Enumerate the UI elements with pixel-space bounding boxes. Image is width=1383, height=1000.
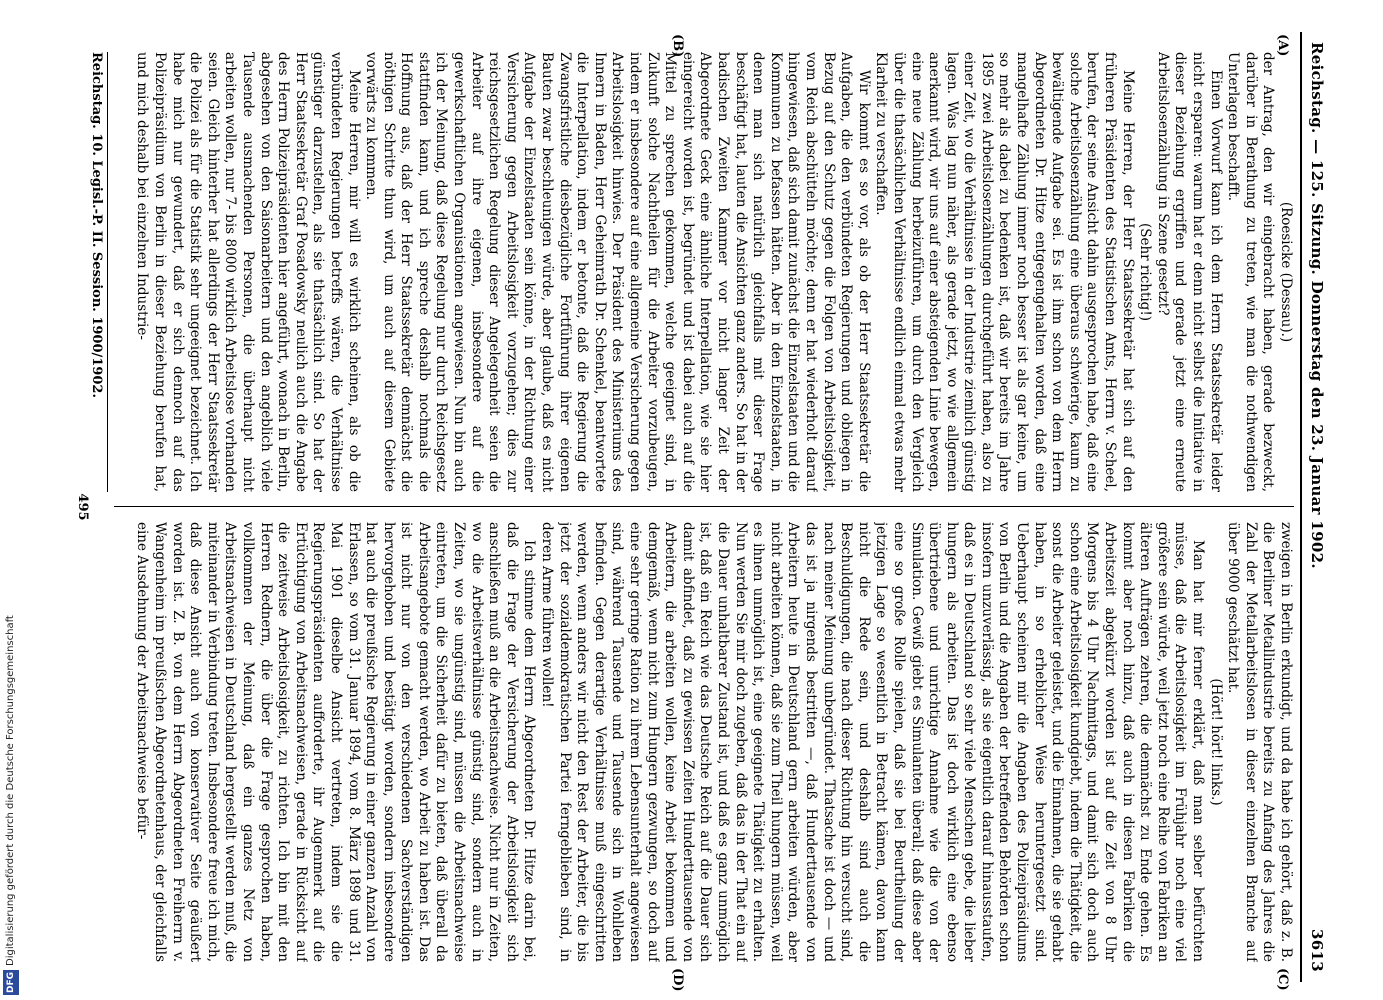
footer-rule (107, 52, 108, 492)
footer-session-note: Reichstag. 10. Legisl.-P. II. Session. 1900/1902. (89, 52, 104, 398)
rotated-document-page (60, 32, 1330, 992)
paragraph: Einen Vorwurf kann ich dem Herrn Staatssekretär leider nicht ersparen: warum hat er denn nicht selbst die Initiative in dieser Beziehung ergriffen und gerade jetzt eine erneute Arbeitslosenzählung in Szene gesetzt? (1154, 52, 1224, 492)
speaker-line: (Roesicke (Dessau).) (1278, 201, 1294, 343)
dfg-logo: DFG (3, 970, 19, 995)
margin-mark-a: (A) (1275, 34, 1290, 57)
digitization-note-text: Digitalisierung gefördert durch die Deutsche Forschungsgemeinschaft (5, 615, 16, 966)
margin-mark-c: (C) (1275, 968, 1290, 991)
paragraph: Meine Herren, mir will es wirklich scheinen, als ob die verbündeten Regierungen betreffs wären, die Verhältnisse günstiger darzustellen, als sie thatsächlich sind. So hat der Herr Staatssekretär Graf Posadowsky neulich auch die Angabe des Herrn Polizeipräsidenten hier angeführt, wonach in Berlin, abgesehen von den Saisonarbeitern und den angeblich viele Tausende ausmachenden Personen, die überhaupt nicht arbeiten wollen, nur 7- bis 8000 wirklich Arbeitslose vorhanden seien. Gleich hinterher hat allerdings der Herr Staatssekretär die Polizei als für die Statistik sehr ungeeignet bezeichnet. Ich habe mich nur gewundert, daß er sich dennoch auf das Polizeipräsidium von Berlin in dieser Beziehung berufen hat, und mich deshalb bei einzelnen Industrie- (134, 52, 362, 492)
header-title: Reichstag. — 125. Sitzung. Donnerstag den 23. Januar 1902. (1308, 42, 1326, 569)
sidebar-strip (0, 0, 22, 1000)
paragraph: Man hat mir ferner erklärt, daß man selber befürchten müsse, daß die Arbeitslosigkeit im Frühjahr noch eine viel größere sein würde, weil jetzt noch eine Reihe von Fabriken an älteren Aufträgen zehren, die demnächst zu Ende gehen. Es kommt aber noch hinzu, daß auch in diesen Fabriken die Arbeitszeit abgekürzt worden ist auf die Zeit von 8 Uhr Morgens bis 4 Uhr Nachmittags, und damit sich doch auch schon eine Arbeitslosigkeit kundgiebt, indem die Thätigkeit, die sonst die Arbeiter geleistet, und die Einnahmen, die sie gehabt haben, in so erheblicher Weise heruntergesetzt sind. Ueberhaupt scheinen mir die Angaben des Polizeipräsidiums von Berlin und die Angaben der betreffenden Behörden schon insofern unzuverlässig, als sie eigentlich darauf hinausstaufen, daß es in Deutschland so sehr viele Menschen gebe, die lieber hungern als arbeiten. Das ist doch wirklich eine ebenso übertriebene und unrichtige Annahme wie die von der Simulation. Gewiß giebt es Simulanten überall; daß diese aber eine so große Rolle spielen, daß sie bei Beurtheilung der jetzigen Lage so wesentlich in Betracht kämen, davon kann nicht die Rede sein, und deshalb sind auch die Beschuldigungen, die nach dieser Richtung hin versucht sind, nach meiner Meinung unbegründet. Thatsache ist doch — und das ist ja nirgends bestritten —, daß Hunderttausende von Arbeitern heute in Deutschland gern arbeiten würden, aber nicht arbeiten können, daß sie zum Theil hungern müssen, weil es ihnen unmöglich ist, eine geeignete Thätigkeit zu erhalten. Nun werden Sie mir doch zugeben, daß das in der That ein auf die Dauer unhaltbarer Zustand ist, und daß es ganz unmöglich ist, daß ein Reich wie das Deutsche Reich auf die Dauer sich damit abfindet, daß zu gewissen Zeiten Hunderttausende von Arbeitern, die arbeiten wollen, keine Arbeit bekommen und demgemäß, wenn nicht zum Hungern gezwungen, so doch auf eine sehr geringe Ration zu ihrem Lebensunterhalt angewiesen sind, während Tausende und Tausende sich in Wohlleben befinden. Gegen derartige Verhältnisse muß eingeschritten werden, wenn anders wir nicht den Rest der Arbeiter, die bis jetzt der sozialdemokratischen Partei ferngeblieben sind, in deren Arme führen wollen! (539, 522, 1207, 962)
paragraph: der Antrag, den wir eingebracht haben, gerade bezweckt, darüber in Berathung zu treten, wie man die nothwendigen Unterlagen beschafft. (1225, 52, 1277, 492)
header-rule (1300, 32, 1302, 982)
column-divider (114, 506, 1294, 507)
left-column (114, 52, 1294, 492)
page-footer (68, 32, 108, 982)
margin-mark-d: (D) (670, 968, 685, 992)
paragraph: zweigen in Berlin erkundigt, und da habe ich gehört, daß z. B. die Berliner Metallindustrie bereits zu Anfang des Jahres die Zahl der Metallarbeitslosen in dieser einzelnen Branche auf über 9000 geschätzt hat. (1225, 522, 1294, 962)
interjection: (Hört! hört! links.) (1207, 678, 1224, 806)
paragraph: Ich stimme dem Herrn Abgeordneten Dr. Hitze darin bei, daß die Frage der Versicherung der Arbeitslosigkeit sich anschließen muß an die Arbeitsnachweise. Nicht nur in Zeiten, wo die Arbeitsverhältnisse günstig sind, sondern auch in Zeiten, wo sie ungünstig sind, müssen die Arbeitsnachweise eintreten, um die Sicherheit dafür zu bieten, daß überall da Arbeitsangebote gemacht werden, wo Arbeit zu haben ist. Das ist nicht nur von den verschiedenen Sachverständigen hervorgehoben und bestätigt worden, sondern insbesondere hat auch die preußische Regierung in einer ganzen Anzahl von Erlassen, so vom 31. Januar 1894, vom 8. März 1898 und 31. Mai 1901 dieselbe Ansicht vertreten, indem sie die Regierungspräsidenten aufforderte, ihr Augenmerk auf die Ertüchtigung von Arbeitsnachweisen, gerade in Rücksicht auf die zeitweise Arbeitslosigkeit, zu richten. Ich bin mit den Herren Rednern, die über die Frage gesprochen haben, vollkommen der Meinung, daß ein ganzes Netz von Arbeitsnachweisen in Deutschland hergestellt werden muß, die miteinander in Verbindung treten. Insbesondere freue ich mich, daß diese Ansicht auch von konservativer Seite geäußert worden ist. Z. B. von dem Herrn Abgeordneten Freiherrn v. Wangenheim im preußischen Abgeordnetenhaus, der gleichfalls eine Ausdehnung der Arbeitsnachweise befür- (134, 522, 538, 962)
header-page-number: 3613 (1308, 929, 1326, 972)
paragraph: Meine Herren, der Herr Staatssekretär hat sich auf den früheren Präsidenten des Statistischen Amts, Herrn v. Scheel, berufen, der seine Ansicht dahin ausgesprochen habe, daß eine solche Arbeitslosenzählung eine überaus schwierige, kaum zu bewältigende Aufgabe sei. Es ist ihm schon von dem Herrn Abgeordneten Dr. Hitze entgegengehalten worden, daß eine mangelhafte Zählung immer noch besser ist als gar keine, um so mehr als dabei zu bedenken ist, daß wir bereits im Jahre 1895 zwei Arbeitslosenzählungen durchgeführt haben, also zu einer Zeit, wo die Verhältnisse in der Industrie ziemlich günstig lagen. Was lag nun näher, als gerade jetzt, wo wie allgemein anerkannt wird, wir uns auf einer absteigenden Linie bewegen, eine neue Zählung herbeizuführen, um durch den Vergleich über die thatsächlichen Verhältnisse endlich einmal etwas mehr Klarheit zu verschaffen. (873, 52, 1136, 492)
right-column (114, 522, 1294, 962)
digitization-note (3, 395, 19, 995)
footer-page-number: 495 (75, 493, 90, 521)
paragraph: Wir kommt es so vor, als ob der Herr Staatssekretär die Aufgaben, die den verbündeten Regierungen und obliegen in Bezug auf den Schutz gegen die Folgen von Arbeitslosigkeit, vom Reich abschütteln möchte; denn er hat wiederholt darauf hingewiesen, daß sich damit zunächst die Einzelstaaten und die Kommunen zu befassen hätten. Aber in den Einzelstaaten, in denen man sich natürlich gleichfalls mit dieser Frage beschäftigt hat, lauten die Ansichten ganz anders. So hat in der badischen Zweiten Kammer vor nicht langer Zeit der Abgeordnete Geck eine ähnliche Interpellation, wie sie hier eingereicht worden ist, begründet und ist dabei auch auf die Mittel zu sprechen gekommen, welche geeignet sind, in Zukunft solche Nachtheilen für die Arbeiter vorzubeugen, indem er insbesondere auf eine allgemeine Versicherung gegen Arbeitslosigkeit hinwies. Der Präsident des Ministeriums des Innern in Baden, Herr Geheimrath Dr. Schenkel, beantwortete die Interpellation, indem er betonte, daß die Regierung die Zwangsfristliche diesbezügliche Fortführung ihrer eigenen Bauten zwar beschleunigen würde, aber glaube, daß es nicht Aufgabe der Einzelstaaten sein könne, in der Richtung einer Versicherung gegen Arbeitslosigkeit vorzugehen; dies zur reichsgesetzlichen Regelung dieser Angelegenheit seien die Arbeiter auf ihre eigenen, insbesondere auf die gewerkschaftlichen Organisationen angewiesen. Nun bin auch ich der Meinung, daß diese Regelung nur durch Reichsgesetz stattfinden kann, und ich spreche deshalb nochmals die Hoffnung aus, daß der Herr Staatssekretär demnächst die nöthigen Schritte thun wird, um auch auf diesem Gebiete vorwärts zu kommen. (363, 52, 872, 492)
page-header (1302, 32, 1330, 982)
margin-mark-b: (B) (670, 34, 685, 58)
interjection: (Sehr richtig!) (1137, 222, 1154, 322)
